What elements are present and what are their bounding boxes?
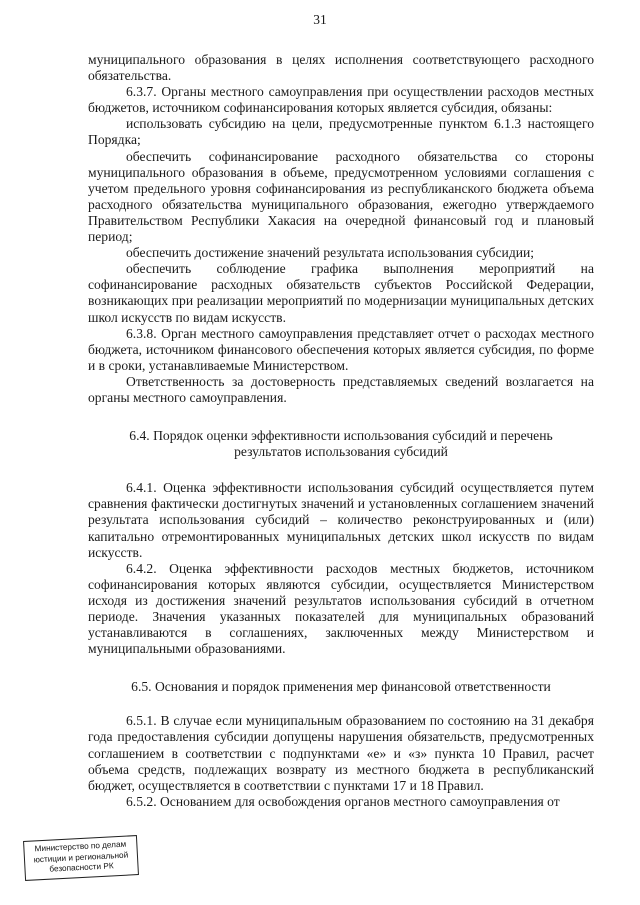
document-body — [88, 52, 594, 810]
ministry-stamp — [23, 835, 139, 881]
paragraph-6-5-2: 6.5.2. Основанием для освобождения органов местного самоуправления от — [126, 793, 560, 809]
page-number: 31 — [313, 12, 327, 27]
paragraph-continuation: муниципального образования в целях исполнения соответствующего расходного обязательства. — [88, 52, 594, 84]
section-heading-6-5: 6.5. Основания и порядок применения мер финансовой ответственности — [131, 679, 551, 695]
paragraph-6-3-7: 6.3.7. Органы местного самоуправления при осуществлении расходов местных бюджетов, источником софинансирования которых является субсидия, обязаны: — [88, 84, 594, 116]
paragraph-use-subsidy: использовать субсидию на цели, предусмотренные пунктом 6.1.3 настоящего Порядка; — [88, 116, 594, 148]
paragraph-6-4-1: 6.4.1. Оценка эффективности использования субсидий осуществляется путем сравнения фактически достигнутых значений и установленных соглашением значений результата использования субсидий – количество реконструированных и (или) капитально отремонтированных муниципальных детских школ искусств по видам искусств. — [88, 480, 594, 560]
stamp-line: юстиции и региональной — [33, 850, 129, 864]
section-heading-6-4: 6.4. Порядок оценки эффективности использования субсидий и перечень результатов использования субсидий — [129, 428, 553, 460]
stamp-line: Министерство по делам — [34, 839, 127, 854]
paragraph-schedule: обеспечить соблюдение графика выполнения мероприятий на софинансирование расходных обязательств субъектов Российской Федерации, возникающих при реализации мероприятий по модернизации муниципальных детских школ искусств по видам искусств. — [88, 261, 594, 325]
paragraph-cofinancing: обеспечить софинансирование расходного обязательства со стороны муниципального образования в объеме, предусмотренном условиями соглашения с учетом предельного уровня софинансирования из республиканского бюджета объема расходного обязательства муниципального образования, ежегодно утверждаемого Правительством Республики Хакасия на очередной финансовый год и плановый период; — [88, 148, 594, 245]
stamp-line: безопасности РК — [49, 861, 114, 874]
paragraph-6-3-8: 6.3.8. Орган местного самоуправления представляет отчет о расходах местного бюджета, источником финансового обеспечения которых является субсидия, по форме и в сроки, устанавливаемые Министерством. — [88, 325, 594, 373]
paragraph-responsibility: Ответственность за достоверность представляемых сведений возлагается на органы местного самоуправления. — [88, 373, 594, 405]
paragraph-6-5-1: 6.5.1. В случае если муниципальным образованием по состоянию на 31 декабря года предоставления субсидии допущены нарушения обязательств, предусмотренных соглашением в соответствии с подпунктами «е» и «з» пункта 10 Правил, расчет объема средств, подлежащих возврату из местного бюджета в республиканский бюджет, осуществляется в соответствии с пунктами 17 и 18 Правил. — [88, 713, 594, 793]
paragraph-6-4-2: 6.4.2. Оценка эффективности расходов местных бюджетов, источником софинансирования которых являются субсидии, осуществляется Министерством исходя из достижения значений результатов использования субсидий в отчетном периоде. Значения указанных показателей для муниципальных образований устанавливаются в соглашениях, заключенных между Министерством и муниципальными образованиями. — [88, 560, 594, 657]
paragraph-achieve-results: обеспечить достижение значений результата использования субсидии; — [126, 245, 535, 261]
